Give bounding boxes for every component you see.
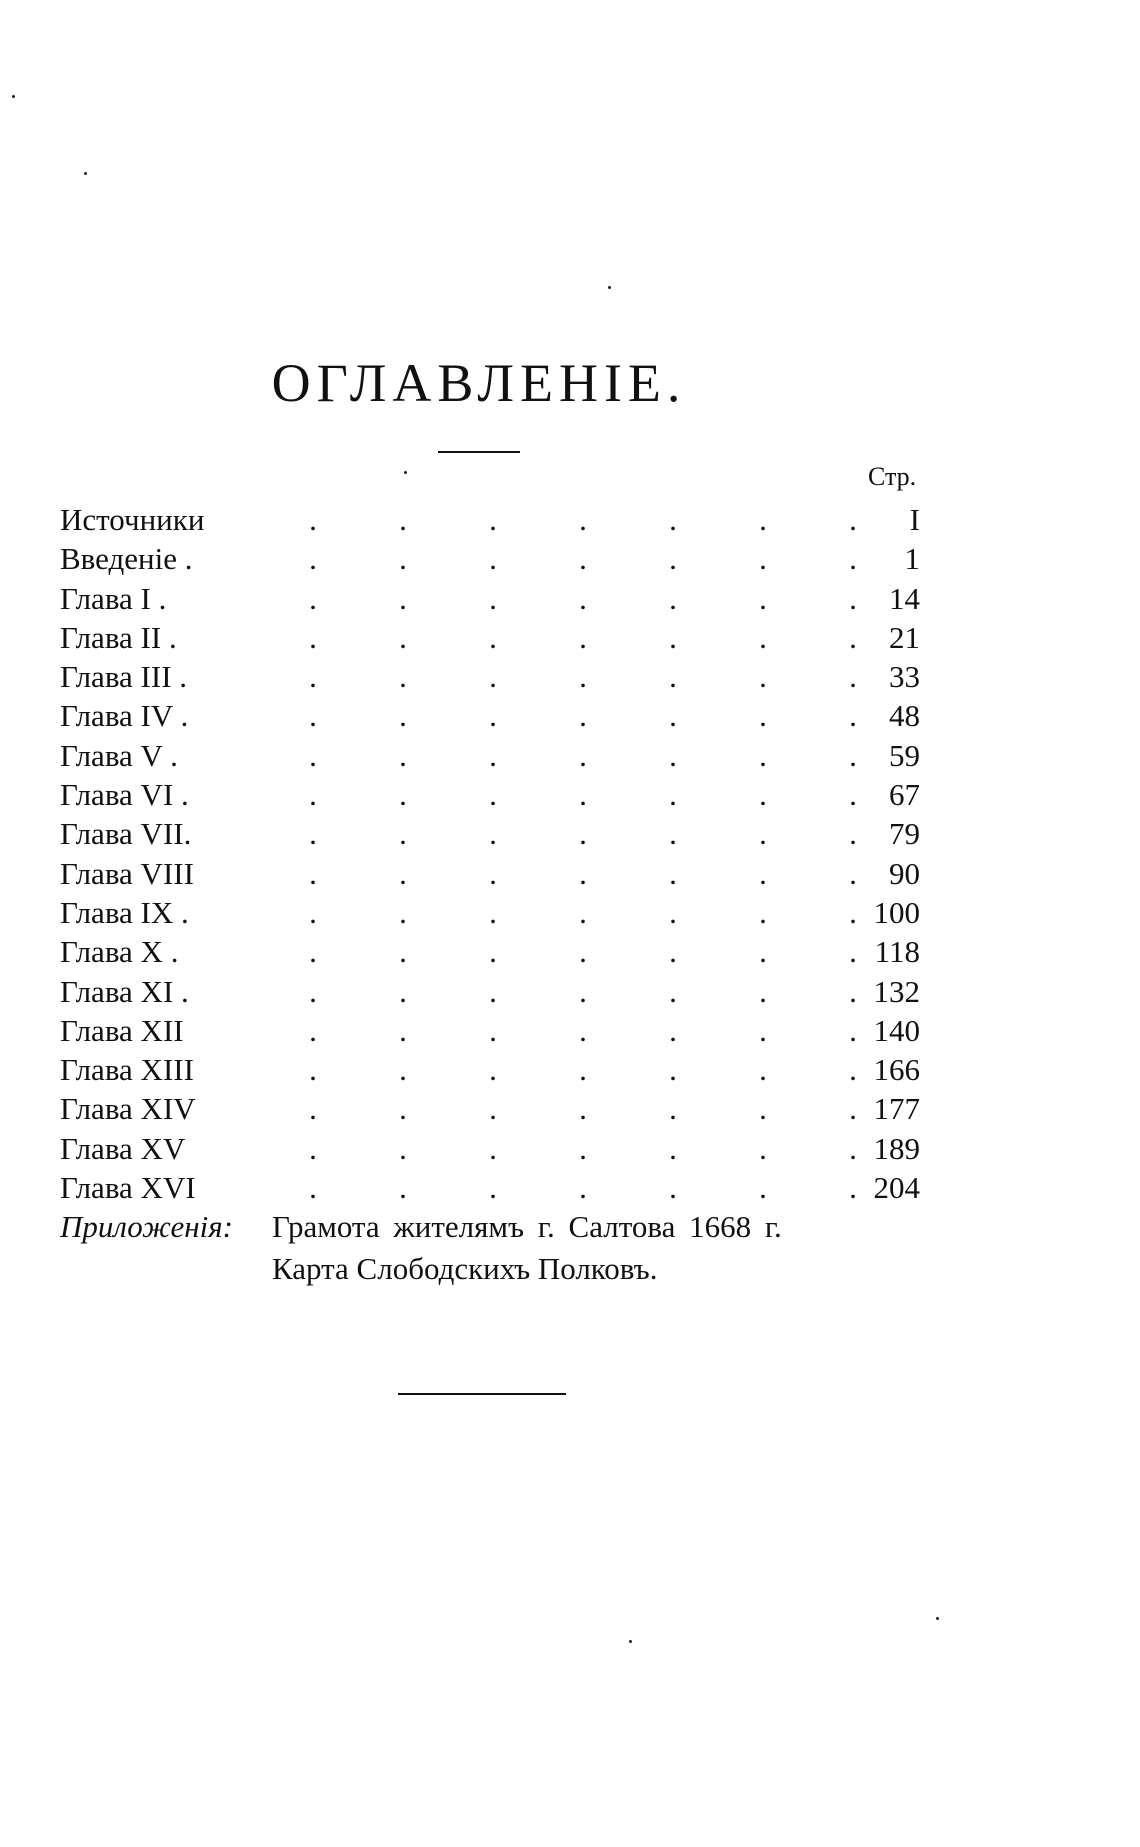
toc-entry-label: Глава XIII [60, 1052, 194, 1088]
toc-entry-page: 90 [889, 855, 920, 891]
scan-speck [12, 95, 15, 98]
table-of-contents [60, 500, 920, 1207]
toc-entry-label: Глава XVI [60, 1170, 196, 1206]
appendix-item-map: Карта Слободскихъ Полковъ. [272, 1251, 658, 1286]
leader-dots: . . . . . . . [309, 855, 857, 891]
toc-entry-label: Глава VI . [60, 777, 189, 813]
leader-dots: . . . . . . . [309, 894, 857, 930]
toc-entry-page: 166 [873, 1052, 920, 1088]
toc-entry-label: Введеніе . [60, 541, 193, 577]
toc-entry-label: Глава XI . [60, 973, 189, 1009]
leader-dots: . . . . . . . [309, 619, 857, 655]
toc-entry-label: Глава XV [60, 1130, 186, 1166]
toc-entry-label: Глава XII [60, 1012, 184, 1048]
toc-entry-label: Глава VIII [60, 855, 194, 891]
toc-entry-page: 204 [873, 1170, 920, 1206]
leader-dots: . . . . . . . [309, 1091, 857, 1127]
toc-entry-page: 67 [889, 777, 920, 813]
toc-entry [60, 932, 920, 971]
toc-entry-label: Глава VII. [60, 816, 192, 852]
toc-entry [60, 500, 920, 539]
toc-entry-label: Глава III . [60, 659, 188, 695]
toc-entry [60, 854, 920, 893]
toc-entry-label: Глава IV . [60, 698, 189, 734]
toc-entry [60, 579, 920, 618]
leader-dots: . . . . . . . [309, 777, 857, 813]
toc-entry [60, 1050, 920, 1089]
page-column-header: Стр. [868, 462, 917, 491]
scan-speck [629, 1640, 632, 1643]
leader-dots: . . . . . . . [309, 934, 857, 970]
toc-entry [60, 893, 920, 932]
leader-dots: . . . . . . . [309, 698, 857, 734]
toc-entry-page: 79 [889, 816, 920, 852]
toc-entry [60, 972, 920, 1011]
leader-dots: . . . . . . . [309, 502, 857, 537]
toc-entry-page: 118 [874, 934, 920, 970]
toc-entry [60, 1011, 920, 1050]
leader-dots: . . . . . . . [309, 1052, 857, 1088]
toc-entry-page: 21 [889, 619, 920, 655]
page-title: ОГЛАВЛЕНІЕ. [271, 353, 687, 413]
toc-entry-page: 140 [873, 1012, 920, 1048]
closing-divider [398, 1393, 566, 1395]
scan-speck [936, 1617, 939, 1620]
scan-speck [84, 172, 87, 175]
toc-entry-page: 132 [873, 973, 920, 1009]
toc-entry [60, 657, 920, 696]
toc-entry-label: Глава IX . [60, 894, 189, 930]
toc-entry-page: 33 [889, 659, 920, 695]
toc-entry-label: Источники [60, 502, 205, 537]
toc-entry [60, 1129, 920, 1168]
leader-dots: . . . . . . . [309, 659, 857, 695]
leader-dots: . . . . . . . [309, 1170, 857, 1206]
toc-entry [60, 775, 920, 814]
toc-entry [60, 1168, 920, 1207]
toc-entry [60, 736, 920, 775]
toc-entry-page: 189 [873, 1130, 920, 1166]
toc-entry-label: Глава X . [60, 934, 179, 970]
toc-entry-page: I [909, 502, 920, 537]
toc-entry-label: Глава I . [60, 580, 167, 616]
toc-entry [60, 1089, 920, 1128]
leader-dots: . . . . . . . [309, 737, 857, 773]
appendix-item-charter: Грамота жителямъ г. Салтова 1668 г. [272, 1209, 782, 1244]
toc-entry-page: 100 [873, 894, 920, 930]
toc-entry-label: Глава II . [60, 619, 177, 655]
toc-entry [60, 696, 920, 735]
toc-entry-label: Глава XIV [60, 1091, 196, 1127]
scan-speck [608, 286, 611, 289]
leader-dots: . . . . . . . [309, 580, 857, 616]
toc-entry-label: Глава V . [60, 737, 178, 773]
toc-entry-page: 14 [889, 580, 920, 616]
title-divider [438, 451, 520, 453]
leader-dots: . . . . . . . [309, 541, 857, 577]
toc-entry-page: 59 [889, 737, 920, 773]
toc-entry [60, 814, 920, 853]
leader-dots: . . . . . . . [309, 1130, 857, 1166]
toc-entry [60, 539, 920, 578]
leader-dots: . . . . . . . [309, 1012, 857, 1048]
toc-entry-page: 1 [904, 541, 920, 577]
appendix-label: Приложенія: [60, 1209, 233, 1244]
leader-dots: . . . . . . . [309, 973, 857, 1009]
toc-entry-page: 48 [889, 698, 920, 734]
leader-dots: . . . . . . . [309, 816, 857, 852]
scan-speck [404, 471, 407, 474]
toc-entry-page: 177 [873, 1091, 920, 1127]
toc-entry [60, 618, 920, 657]
